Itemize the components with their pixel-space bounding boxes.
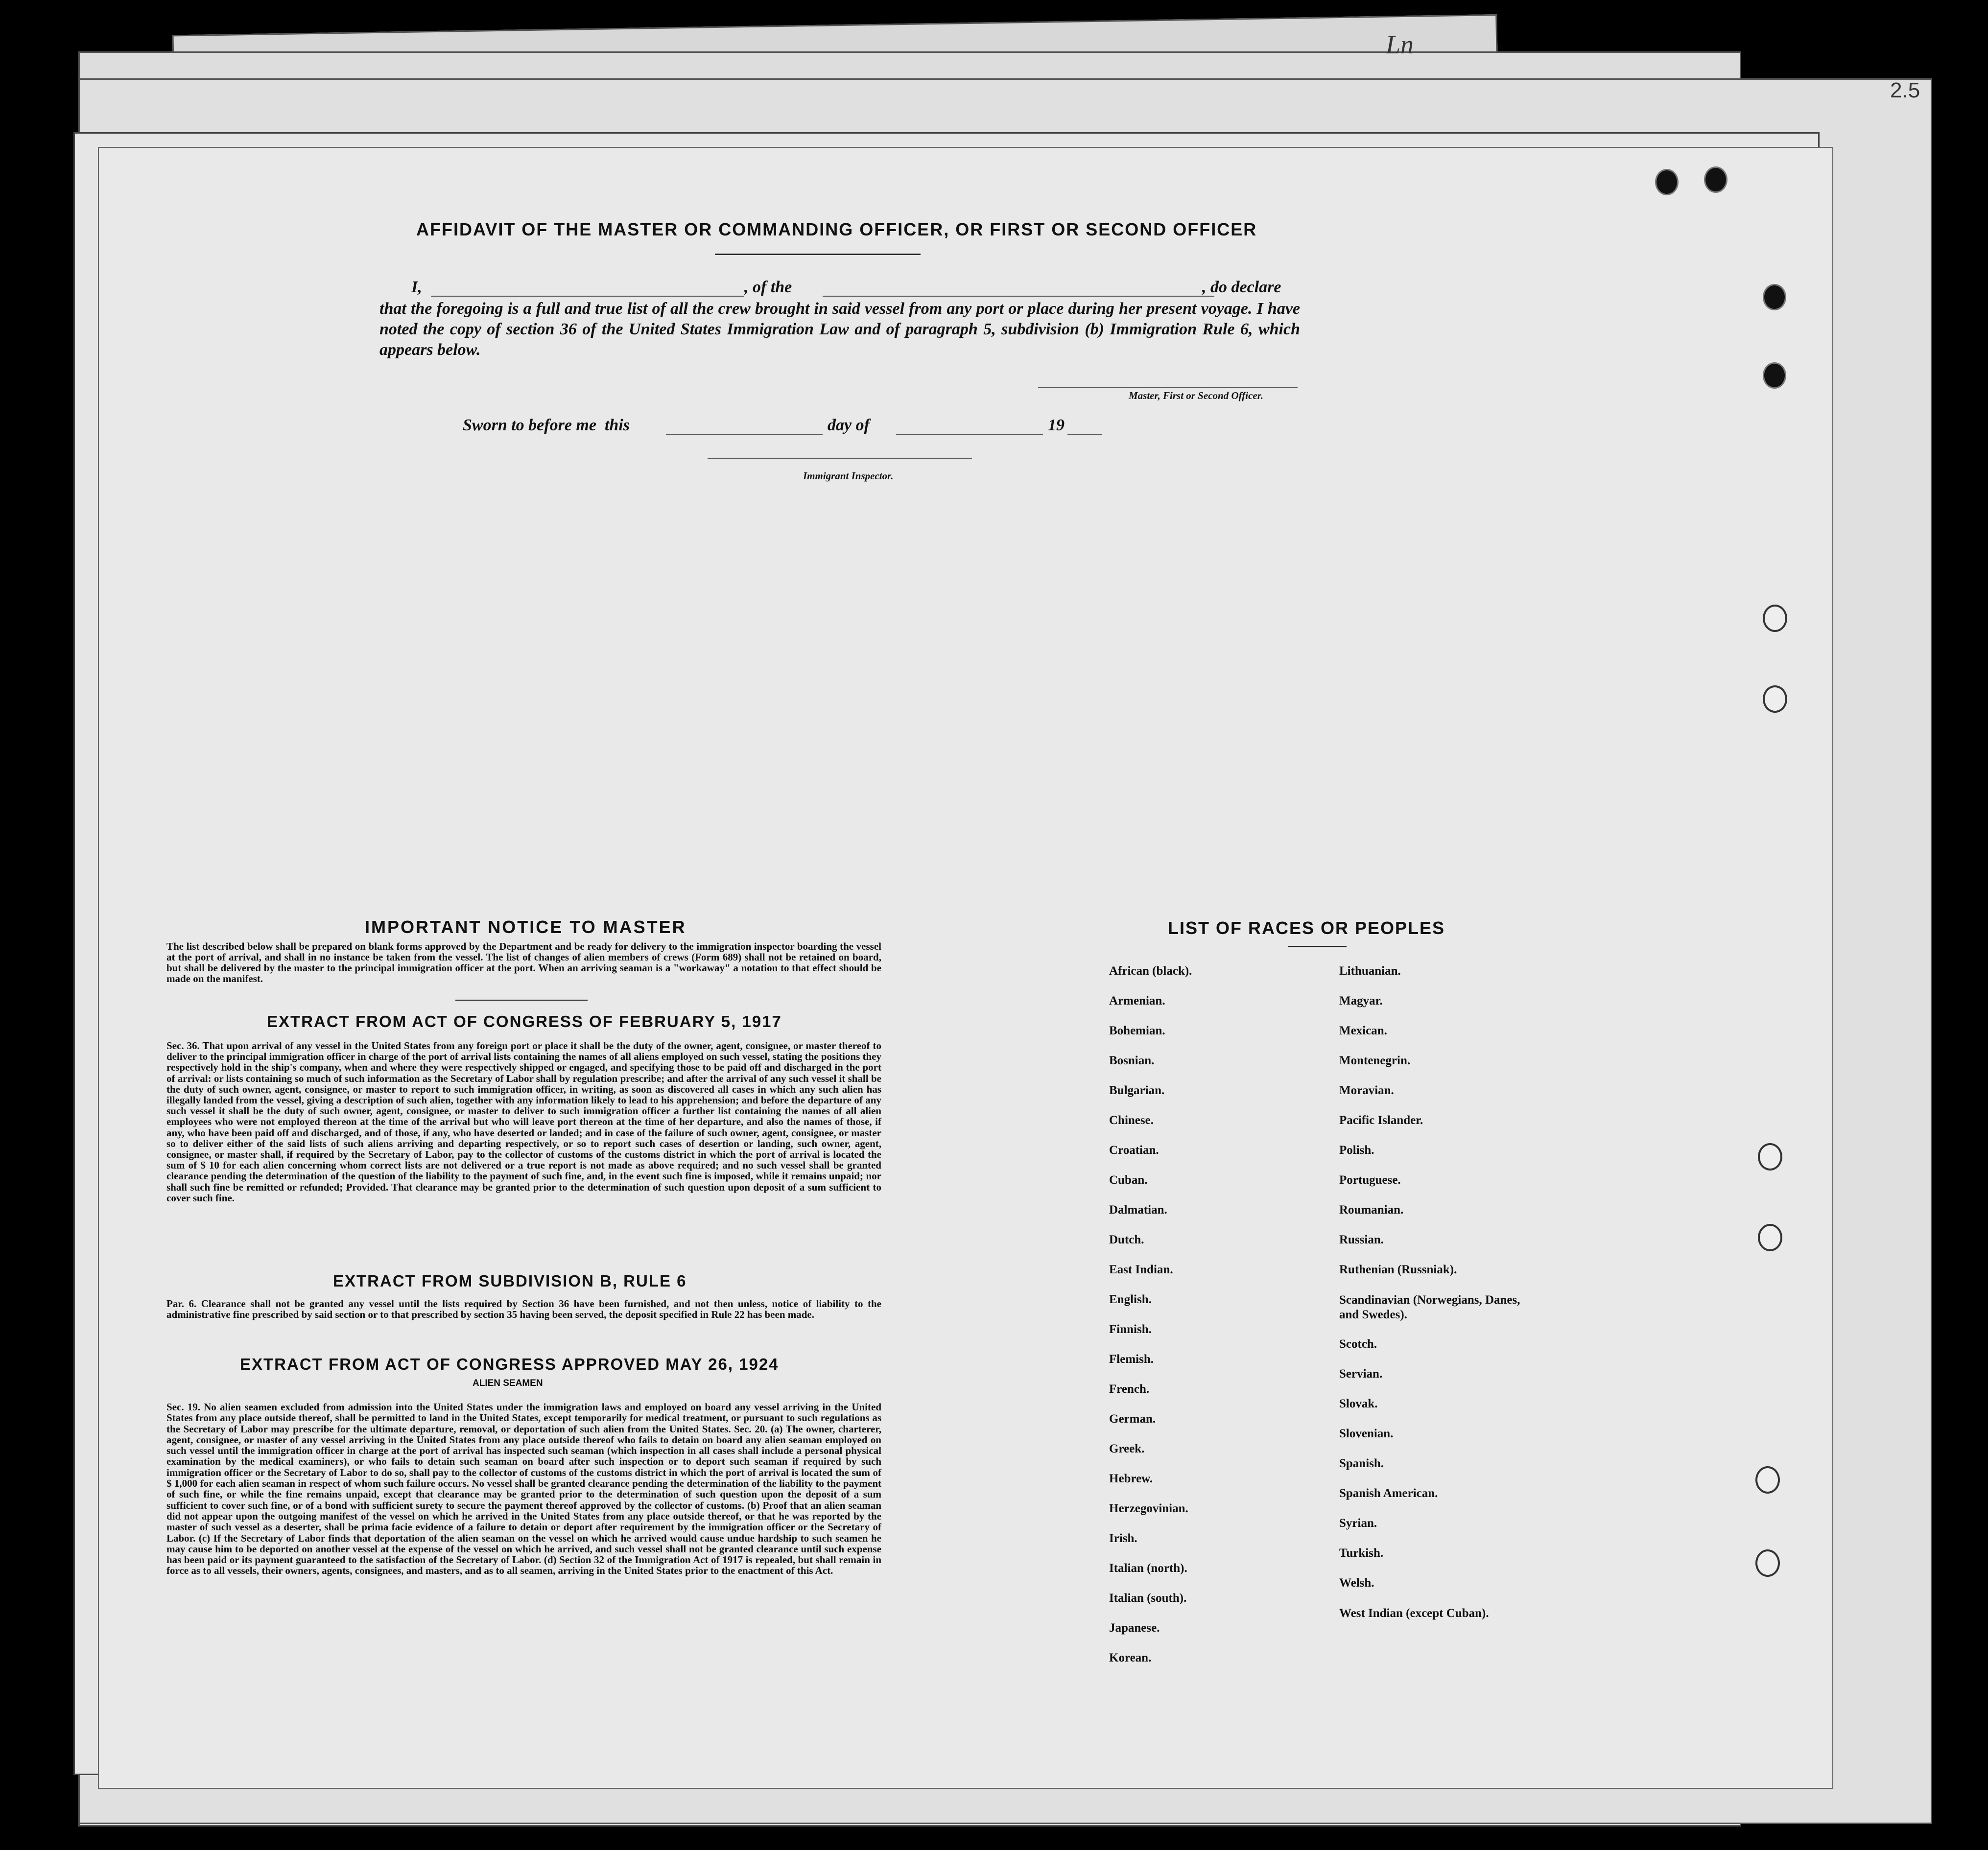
race-item: Roumanian. — [1339, 1203, 1404, 1217]
race-item: Bosnian. — [1109, 1054, 1155, 1067]
race-item: Montenegrin. — [1339, 1054, 1411, 1067]
race-item: German. — [1109, 1412, 1156, 1426]
affidavit-of-the: , of the — [744, 278, 792, 296]
race-item: Syrian. — [1339, 1517, 1377, 1530]
binder-hole — [1655, 169, 1679, 195]
races-underline — [1288, 946, 1347, 947]
race-item: Welsh. — [1339, 1576, 1374, 1590]
vessel-name-blank — [823, 296, 1214, 297]
inspector-caption: Immigrant Inspector. — [803, 470, 894, 482]
extract-1924-title: EXTRACT FROM ACT OF CONGRESS APPROVED MAY 26, 1924 — [240, 1355, 779, 1373]
race-item: Hebrew. — [1109, 1472, 1153, 1485]
race-item: Croatian. — [1109, 1144, 1159, 1157]
master-signature-caption: Master, First or Second Officer. — [1129, 390, 1263, 401]
race-item: Italian (south). — [1109, 1592, 1187, 1605]
master-signature-line — [1038, 387, 1298, 388]
race-item: Servian. — [1339, 1367, 1383, 1381]
sworn-prefix: Sworn to before me this — [463, 416, 630, 434]
extract-1917-title: EXTRACT FROM ACT OF CONGRESS OF FEBRUARY 5, 1917 — [267, 1012, 782, 1030]
extract-1924-subtitle: ALIEN SEAMEN — [473, 1378, 543, 1388]
race-item: Flemish. — [1109, 1353, 1154, 1366]
extract-rule6-body: Par. 6. Clearance shall not be granted any vessel until the lists required by Section 36 have been furnished, and not then unless, notice of liability to the administrative fine prescribed by said section or to that prescribed by section 35 having been served, the deposit specified in Rule 22 has been made. — [166, 1298, 881, 1320]
affidavit-line-i: I, — [411, 278, 422, 296]
race-item: West Indian (except Cuban). — [1339, 1607, 1489, 1620]
race-item: Chinese. — [1109, 1114, 1154, 1127]
race-item: Finnish. — [1109, 1323, 1152, 1336]
races-title: LIST OF RACES OR PEOPLES — [1168, 918, 1445, 938]
extract-rule6-title: EXTRACT FROM SUBDIVISION B, RULE 6 — [333, 1272, 687, 1290]
corner-number: 2.5 — [1890, 78, 1920, 102]
master-name-blank — [431, 296, 744, 297]
race-item: Scotch. — [1339, 1337, 1377, 1351]
binder-hole — [1763, 605, 1787, 632]
extract-1917-body: Sec. 36. That upon arrival of any vessel in the United States from any foreign port or place it shall be the duty of the owner, agent, consignee, or master thereof to deliver to the principal immigration officer in charge of the port of arrival lists containing the names of all aliens employed on such vessel, stating the positions they respectively hold in the ship's company, when and where they were respectively shipped or engaged, and specifying those to be paid off and discharged in the port of arrival: or lists containing so much of such information as the Secretary of Labor shall by regulation prescribe; and after the arrival of any such vessel it shall be the duty of such owner, agent, consignee, or master to report to such immigration officer, in writing, as soon as discovered all cases in which any such alien has illegally landed from the vessel, giving a description of such alien, together with any information likely to lead to his apprehension; and before the departure of any such vessel it shall be the duty of such owner, agent, consignee, or master to deliver to such immigration officer a further list containing the names of all alien employees who were not employed thereon at the time of the arrival but who will leave port thereon at the time of her departure, and also the names of those, if any, who have been paid off and discharged, and of those, if any, who have deserted or landed; and in case of the failure of such owner, agent, consignee, or master so to deliver either of the said lists of such aliens arriving and departing respectively, or so to report such cases of desertion or landing, such owner, agent, consignee, or master shall, if required by the Secretary of Labor, pay to the collector of customs of the customs district in which the port of arrival is located the sum of $ 10 for each alien concerning whom correct lists are not delivered or a true report is not made as above required; and no such vessel shall be granted clearance pending the determination of the question of the liability to the payment of such fine, and, in the event such fine is imposed, while it remains unpaid; nor shall such fine be remitted or refunded; Provided. That clearance may be granted prior to the determination of such question upon deposit of a sum sufficient to cover such fine. — [166, 1040, 881, 1204]
notice-body: The list described below shall be prepared on blank forms approved by the Department and be ready for delivery to the immigration inspector boarding the vessel at the port of arrival, and shall in no instance be taken from the vessel. The list of changes of alien members of crews (Form 689) shall not be retained on board, but shall be delivered by the master to the principal immigration officer at the port. When an arriving seaman is a "workaway" a notation to that effect should be made on the manifest. — [166, 940, 881, 984]
race-item: Dalmatian. — [1109, 1203, 1167, 1217]
sworn-year-blank — [1067, 434, 1102, 435]
race-item: Magyar. — [1339, 994, 1383, 1007]
notice-title: IMPORTANT NOTICE TO MASTER — [365, 917, 686, 937]
extract-1924-body: Sec. 19. No alien seamen excluded from admission into the United States under the immigration laws and employed on board any vessel arriving in the United States from any place outside thereof, shall be permitted to land in the United States, except temporarily for medical treatment, or pursuant to such regulations as the Secretary of Labor may prescribe for the ultimate departure, removal, or deportation of such alien from the United States. Sec. 20. (a) The owner, charterer, agent, consignee, or master of any vessel arriving in the United States from any place outside thereof who fails to detain on board any alien seaman employed on such vessel until the immigration officer in charge at the port of arrival has inspected such seaman (which inspection in all cases shall include a personal physical examination by the medical examiners), or who fails to detain such seaman on board after such inspection or to deport such seaman if required by such immigration officer or the Secretary of Labor to do so, shall pay to the collector of customs of the customs district in which the port of arrival is located the sum of $ 1,000 for each alien seaman in respect of whom such failure occurs. No vessel shall be granted clearance pending the determination of the liability to the payment of such fine, or while the fine remains unpaid, except that clearance may be granted prior to the determination of such question upon the deposit of a sum sufficient to cover such fine, or of a bond with sufficient surety to secure the payment thereof approved by the collector of customs. (b) Proof that an alien seaman did not appear upon the outgoing manifest of the vessel on which he arrived in the United States from any place outside thereof, or that he was reported by the master of such vessel as a deserter, shall be prima facie evidence of a failure to detain or deport after requirement by the immigration officer or the Secretary of Labor. (c) If the Secretary of Labor finds that deportation of the alien seaman on the vessel on which he arrived would cause undue hardship to such seamen he may cause him to be deported on another vessel at the expense of the vessel on which he arrived, and such vessel shall not be granted clearance until such expense has been paid or its payment guaranteed to the satisfaction of the Secretary of Labor. (d) Section 32 of the Immigration Act of 1917 is repealed, but shall remain in force as to all vessels, their owners, agents, consignees, and masters, and as to all seamen, arriving in the United States prior to the enactment of this Act. — [166, 1401, 881, 1577]
race-item: Pacific Islander. — [1339, 1114, 1423, 1127]
races-column-2 — [1339, 964, 1525, 1651]
race-item: English. — [1109, 1293, 1152, 1306]
binder-hole — [1758, 1224, 1782, 1251]
title-underline — [715, 254, 921, 255]
race-item: East Indian. — [1109, 1263, 1173, 1276]
race-item: Polish. — [1339, 1144, 1374, 1157]
race-item: Bulgarian. — [1109, 1084, 1165, 1097]
race-item: Spanish American. — [1339, 1487, 1438, 1500]
sworn-date-blank — [666, 434, 823, 435]
race-item: Russian. — [1339, 1233, 1384, 1246]
binder-hole — [1704, 166, 1728, 193]
sworn-year: 19 — [1048, 416, 1065, 434]
race-item: French. — [1109, 1382, 1150, 1396]
race-item: Ruthenian (Russniak). — [1339, 1263, 1457, 1276]
race-item: Slovenian. — [1339, 1427, 1394, 1440]
affidavit-body: that the foregoing is a full and true list of all the crew brought in said vessel from any port or place during her present voyage. I have noted the copy of section 36 of the United States Immigration Law and of paragraph 5, subdivision (b) Immigration Rule 6, which appears below. — [379, 300, 1300, 359]
races-column-1 — [1109, 964, 1192, 1681]
race-item: Greek. — [1109, 1442, 1145, 1455]
sworn-day-of: day of — [828, 416, 870, 434]
race-item: Cuban. — [1109, 1173, 1148, 1187]
inspector-signature-line — [708, 458, 972, 459]
binder-hole — [1755, 1549, 1780, 1577]
race-item: Portuguese. — [1339, 1173, 1401, 1187]
top-scribble: Ln — [1386, 30, 1414, 59]
race-item: Herzegovinian. — [1109, 1502, 1188, 1515]
sworn-month-blank — [896, 434, 1043, 435]
race-item: Slovak. — [1339, 1397, 1378, 1410]
race-item: Moravian. — [1339, 1084, 1394, 1097]
race-item: Japanese. — [1109, 1621, 1160, 1635]
race-item: Scandinavian (Norwegians, Danes, and Swedes). — [1339, 1293, 1520, 1321]
race-item: Spanish. — [1339, 1457, 1384, 1470]
affidavit-title: AFFIDAVIT OF THE MASTER OR COMMANDING OFFICER, OR FIRST OR SECOND OFFICER — [416, 219, 1257, 239]
binder-hole — [1755, 1466, 1780, 1494]
race-item: Turkish. — [1339, 1546, 1384, 1560]
notice-underline — [455, 1000, 588, 1001]
race-item: Irish. — [1109, 1532, 1137, 1545]
race-item: Dutch. — [1109, 1233, 1144, 1246]
binder-hole — [1758, 1143, 1782, 1171]
race-item: Armenian. — [1109, 994, 1165, 1007]
binder-hole — [1763, 284, 1786, 310]
race-item: Mexican. — [1339, 1024, 1387, 1037]
binder-hole — [1763, 362, 1786, 389]
race-item: African (black). — [1109, 964, 1192, 978]
race-item: Lithuanian. — [1339, 964, 1401, 978]
race-item: Bohemian. — [1109, 1024, 1165, 1037]
binder-hole — [1763, 685, 1787, 713]
race-item: Italian (north). — [1109, 1562, 1187, 1575]
affidavit-declare: , do declare — [1202, 278, 1281, 296]
race-item: Korean. — [1109, 1651, 1152, 1664]
